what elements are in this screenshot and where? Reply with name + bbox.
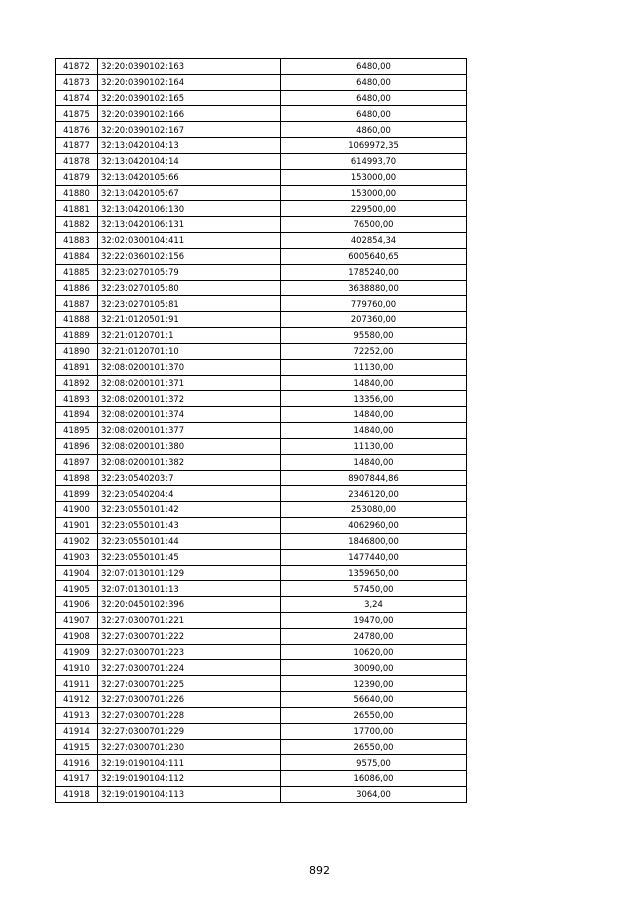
cadastral-number-cell: 32:19:0190104:113	[98, 787, 281, 803]
cadastral-number-cell: 32:27:0300701:228	[98, 707, 281, 723]
row-number-cell: 41909	[56, 644, 98, 660]
cadastral-number-cell: 32:07:0130101:13	[98, 581, 281, 597]
value-cell: 402854,34	[281, 233, 467, 249]
table-row	[56, 676, 467, 692]
table-row	[56, 755, 467, 771]
value-cell: 3638880,00	[281, 280, 467, 296]
value-cell: 153000,00	[281, 185, 467, 201]
cadastral-number-cell: 32:02:0300104:411	[98, 233, 281, 249]
value-cell: 11130,00	[281, 438, 467, 454]
cadastral-number-cell: 32:23:0540203:7	[98, 470, 281, 486]
value-cell: 153000,00	[281, 169, 467, 185]
value-cell: 4062960,00	[281, 518, 467, 534]
table-row	[56, 470, 467, 486]
cadastral-number-cell: 32:13:0420104:13	[98, 138, 281, 154]
table-row	[56, 407, 467, 423]
row-number-cell: 41880	[56, 185, 98, 201]
cadastral-number-cell: 32:08:0200101:380	[98, 438, 281, 454]
cadastral-number-cell: 32:27:0300701:223	[98, 644, 281, 660]
cadastral-number-cell: 32:20:0390102:165	[98, 90, 281, 106]
value-cell: 95580,00	[281, 328, 467, 344]
table-row	[56, 660, 467, 676]
cadastral-number-cell: 32:23:0540204:4	[98, 486, 281, 502]
table-row	[56, 771, 467, 787]
cadastral-number-cell: 32:21:0120701:10	[98, 343, 281, 359]
row-number-cell: 41900	[56, 502, 98, 518]
row-number-cell: 41903	[56, 549, 98, 565]
value-cell: 2346120,00	[281, 486, 467, 502]
row-number-cell: 41907	[56, 612, 98, 628]
row-number-cell: 41901	[56, 518, 98, 534]
value-cell: 6480,00	[281, 90, 467, 106]
table-row	[56, 723, 467, 739]
value-cell: 13356,00	[281, 391, 467, 407]
cadastral-number-cell: 32:21:0120701:1	[98, 328, 281, 344]
table-row	[56, 248, 467, 264]
page-number: 892	[309, 864, 330, 877]
row-number-cell: 41918	[56, 787, 98, 803]
row-number-cell: 41882	[56, 217, 98, 233]
cadastral-number-cell: 32:22:0360102:156	[98, 248, 281, 264]
value-cell: 1785240,00	[281, 264, 467, 280]
value-cell: 207360,00	[281, 312, 467, 328]
cadastral-number-cell: 32:20:0450102:396	[98, 597, 281, 613]
table-row	[56, 343, 467, 359]
cadastral-number-cell: 32:23:0550101:43	[98, 518, 281, 534]
table-row	[56, 644, 467, 660]
cadastral-number-cell: 32:20:0390102:166	[98, 106, 281, 122]
table-row	[56, 201, 467, 217]
table-row	[56, 518, 467, 534]
row-number-cell: 41899	[56, 486, 98, 502]
table-row	[56, 391, 467, 407]
row-number-cell: 41911	[56, 676, 98, 692]
cadastral-number-cell: 32:23:0270105:80	[98, 280, 281, 296]
value-cell: 17700,00	[281, 723, 467, 739]
value-cell: 6480,00	[281, 74, 467, 90]
cadastral-number-cell: 32:07:0130101:129	[98, 565, 281, 581]
value-cell: 779760,00	[281, 296, 467, 312]
row-number-cell: 41902	[56, 533, 98, 549]
row-number-cell: 41906	[56, 597, 98, 613]
value-cell: 14840,00	[281, 375, 467, 391]
table-row	[56, 502, 467, 518]
value-cell: 8907844,86	[281, 470, 467, 486]
table-row	[56, 486, 467, 502]
cadastral-number-cell: 32:27:0300701:224	[98, 660, 281, 676]
table-row	[56, 533, 467, 549]
table-row	[56, 707, 467, 723]
value-cell: 614993,70	[281, 153, 467, 169]
value-cell: 4860,00	[281, 122, 467, 138]
row-number-cell: 41886	[56, 280, 98, 296]
row-number-cell: 41896	[56, 438, 98, 454]
value-cell: 3,24	[281, 597, 467, 613]
value-cell: 56640,00	[281, 692, 467, 708]
row-number-cell: 41884	[56, 248, 98, 264]
row-number-cell: 41874	[56, 90, 98, 106]
cadastral-number-cell: 32:08:0200101:370	[98, 359, 281, 375]
value-cell: 229500,00	[281, 201, 467, 217]
table-row	[56, 169, 467, 185]
cadastral-number-cell: 32:23:0550101:44	[98, 533, 281, 549]
row-number-cell: 41885	[56, 264, 98, 280]
table-row	[56, 739, 467, 755]
cadastral-number-cell: 32:20:0390102:163	[98, 59, 281, 75]
row-number-cell: 41917	[56, 771, 98, 787]
value-cell: 253080,00	[281, 502, 467, 518]
cadastral-number-cell: 32:21:0120501:91	[98, 312, 281, 328]
value-cell: 24780,00	[281, 628, 467, 644]
value-cell: 12390,00	[281, 676, 467, 692]
table-row	[56, 565, 467, 581]
table-row	[56, 375, 467, 391]
value-cell: 72252,00	[281, 343, 467, 359]
table-row	[56, 280, 467, 296]
table-row	[56, 106, 467, 122]
value-cell: 76500,00	[281, 217, 467, 233]
cadastral-number-cell: 32:13:0420104:14	[98, 153, 281, 169]
row-number-cell: 41890	[56, 343, 98, 359]
data-table	[55, 58, 467, 803]
cadastral-number-cell: 32:27:0300701:221	[98, 612, 281, 628]
row-number-cell: 41878	[56, 153, 98, 169]
row-number-cell: 41913	[56, 707, 98, 723]
cadastral-number-cell: 32:08:0200101:374	[98, 407, 281, 423]
value-cell: 26550,00	[281, 707, 467, 723]
row-number-cell: 41887	[56, 296, 98, 312]
table-row	[56, 597, 467, 613]
value-cell: 9575,00	[281, 755, 467, 771]
table-row	[56, 185, 467, 201]
value-cell: 14840,00	[281, 423, 467, 439]
table-row	[56, 138, 467, 154]
cadastral-number-cell: 32:27:0300701:222	[98, 628, 281, 644]
table-row	[56, 581, 467, 597]
row-number-cell: 41915	[56, 739, 98, 755]
table-row	[56, 612, 467, 628]
cadastral-number-cell: 32:08:0200101:371	[98, 375, 281, 391]
cadastral-number-cell: 32:13:0420106:131	[98, 217, 281, 233]
row-number-cell: 41895	[56, 423, 98, 439]
row-number-cell: 41912	[56, 692, 98, 708]
cadastral-number-cell: 32:13:0420106:130	[98, 201, 281, 217]
row-number-cell: 41893	[56, 391, 98, 407]
row-number-cell: 41898	[56, 470, 98, 486]
table-row	[56, 692, 467, 708]
row-number-cell: 41904	[56, 565, 98, 581]
value-cell: 14840,00	[281, 407, 467, 423]
table-body	[56, 59, 467, 803]
table-row	[56, 122, 467, 138]
table-row	[56, 438, 467, 454]
row-number-cell: 41876	[56, 122, 98, 138]
row-number-cell: 41872	[56, 59, 98, 75]
row-number-cell: 41889	[56, 328, 98, 344]
table-row	[56, 233, 467, 249]
row-number-cell: 41888	[56, 312, 98, 328]
row-number-cell: 41883	[56, 233, 98, 249]
cadastral-number-cell: 32:08:0200101:377	[98, 423, 281, 439]
table-row	[56, 296, 467, 312]
cadastral-number-cell: 32:23:0270105:79	[98, 264, 281, 280]
value-cell: 6005640,65	[281, 248, 467, 264]
row-number-cell: 41881	[56, 201, 98, 217]
value-cell: 1846800,00	[281, 533, 467, 549]
value-cell: 11130,00	[281, 359, 467, 375]
cadastral-number-cell: 32:27:0300701:229	[98, 723, 281, 739]
cadastral-number-cell: 32:23:0550101:42	[98, 502, 281, 518]
table-row	[56, 90, 467, 106]
row-number-cell: 41873	[56, 74, 98, 90]
table-row	[56, 153, 467, 169]
table-row	[56, 59, 467, 75]
value-cell: 30090,00	[281, 660, 467, 676]
value-cell: 19470,00	[281, 612, 467, 628]
cadastral-number-cell: 32:27:0300701:226	[98, 692, 281, 708]
row-number-cell: 41875	[56, 106, 98, 122]
value-cell: 6480,00	[281, 106, 467, 122]
row-number-cell: 41877	[56, 138, 98, 154]
table-row	[56, 312, 467, 328]
value-cell: 3064,00	[281, 787, 467, 803]
table-row	[56, 454, 467, 470]
value-cell: 6480,00	[281, 59, 467, 75]
cadastral-number-cell: 32:20:0390102:167	[98, 122, 281, 138]
cadastral-number-cell: 32:23:0270105:81	[98, 296, 281, 312]
row-number-cell: 41910	[56, 660, 98, 676]
row-number-cell: 41894	[56, 407, 98, 423]
value-cell: 16086,00	[281, 771, 467, 787]
cadastral-number-cell: 32:27:0300701:225	[98, 676, 281, 692]
value-cell: 1069972,35	[281, 138, 467, 154]
value-cell: 57450,00	[281, 581, 467, 597]
table-row	[56, 359, 467, 375]
cadastral-number-cell: 32:19:0190104:111	[98, 755, 281, 771]
row-number-cell: 41892	[56, 375, 98, 391]
row-number-cell: 41891	[56, 359, 98, 375]
row-number-cell: 41916	[56, 755, 98, 771]
table-row	[56, 628, 467, 644]
cadastral-number-cell: 32:27:0300701:230	[98, 739, 281, 755]
value-cell: 1477440,00	[281, 549, 467, 565]
cadastral-number-cell: 32:19:0190104:112	[98, 771, 281, 787]
row-number-cell: 41897	[56, 454, 98, 470]
table-row	[56, 264, 467, 280]
row-number-cell: 41905	[56, 581, 98, 597]
cadastral-number-cell: 32:13:0420105:67	[98, 185, 281, 201]
table-row	[56, 787, 467, 803]
table-row	[56, 423, 467, 439]
value-cell: 10620,00	[281, 644, 467, 660]
table-row	[56, 549, 467, 565]
row-number-cell: 41879	[56, 169, 98, 185]
table-row	[56, 328, 467, 344]
cadastral-number-cell: 32:20:0390102:164	[98, 74, 281, 90]
value-cell: 1359650,00	[281, 565, 467, 581]
cadastral-number-cell: 32:13:0420105:66	[98, 169, 281, 185]
row-number-cell: 41914	[56, 723, 98, 739]
table-row	[56, 74, 467, 90]
cadastral-number-cell: 32:08:0200101:382	[98, 454, 281, 470]
value-cell: 26550,00	[281, 739, 467, 755]
value-cell: 14840,00	[281, 454, 467, 470]
cadastral-number-cell: 32:08:0200101:372	[98, 391, 281, 407]
cadastral-number-cell: 32:23:0550101:45	[98, 549, 281, 565]
table-row	[56, 217, 467, 233]
row-number-cell: 41908	[56, 628, 98, 644]
